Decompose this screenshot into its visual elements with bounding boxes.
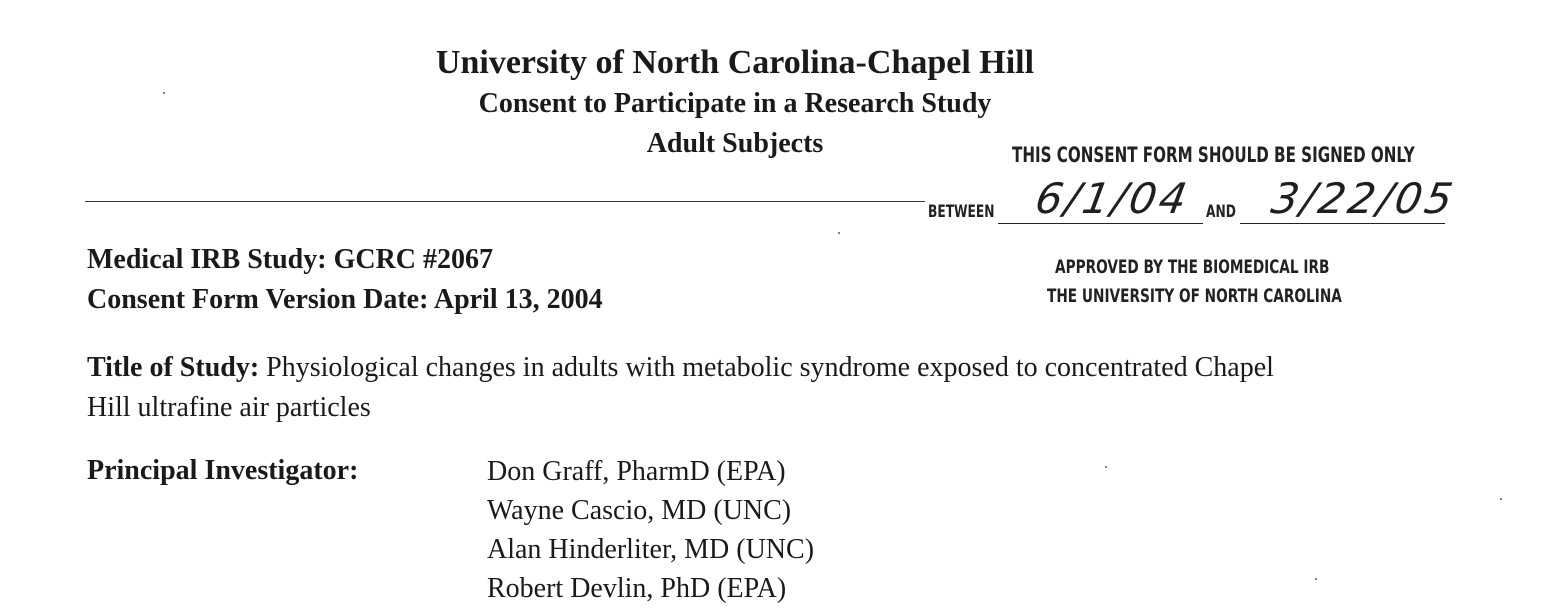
stamp-end-date-line: [1240, 223, 1445, 224]
investigator-name: Alan Hinderliter, MD (UNC): [487, 534, 815, 565]
irb-study-number: Medical IRB Study: GCRC #2067: [87, 244, 494, 275]
form-title: Consent to Participate in a Research Study: [478, 88, 992, 119]
scan-speck: [1500, 498, 1502, 500]
study-title-label: Title of Study:: [87, 352, 260, 383]
scan-speck: [1315, 578, 1317, 580]
investigator-name: Wayne Cascio, MD (UNC): [487, 495, 792, 526]
stamp-signing-notice: THIS CONSENT FORM SHOULD BE SIGNED ONLY: [1012, 143, 1415, 167]
study-title-block: [87, 348, 1287, 428]
stamp-institution: THE UNIVERSITY OF NORTH CAROLINA: [1047, 285, 1342, 307]
consent-version-date: Consent Form Version Date: April 13, 2004: [87, 284, 603, 315]
audience-subtitle: Adult Subjects: [646, 128, 824, 159]
header-divider: [85, 201, 925, 202]
scan-speck: [163, 92, 165, 94]
stamp-start-date-line: [998, 223, 1203, 224]
principal-investigator-label: Principal Investigator:: [87, 455, 359, 486]
stamp-approved-by: APPROVED BY THE BIOMEDICAL IRB: [1055, 256, 1330, 278]
investigator-list: [487, 452, 814, 608]
investigator-name: Don Graff, PharmD (EPA): [487, 456, 786, 487]
stamp-and-label: AND: [1206, 202, 1236, 222]
university-heading: University of North Carolina-Chapel Hill: [435, 44, 1035, 81]
stamp-start-date: 6/1/04: [1031, 174, 1194, 223]
scan-speck: [838, 232, 840, 234]
study-title-text: Physiological changes in adults with metabolic syndrome exposed to concentrated Chapel Hill ultrafine air particles: [87, 352, 1274, 423]
stamp-end-date: 3/22/05: [1267, 174, 1460, 223]
investigator-name: Robert Devlin, PhD (EPA): [487, 573, 787, 604]
scan-speck: [1105, 466, 1107, 468]
stamp-between-label: BETWEEN: [928, 202, 995, 222]
